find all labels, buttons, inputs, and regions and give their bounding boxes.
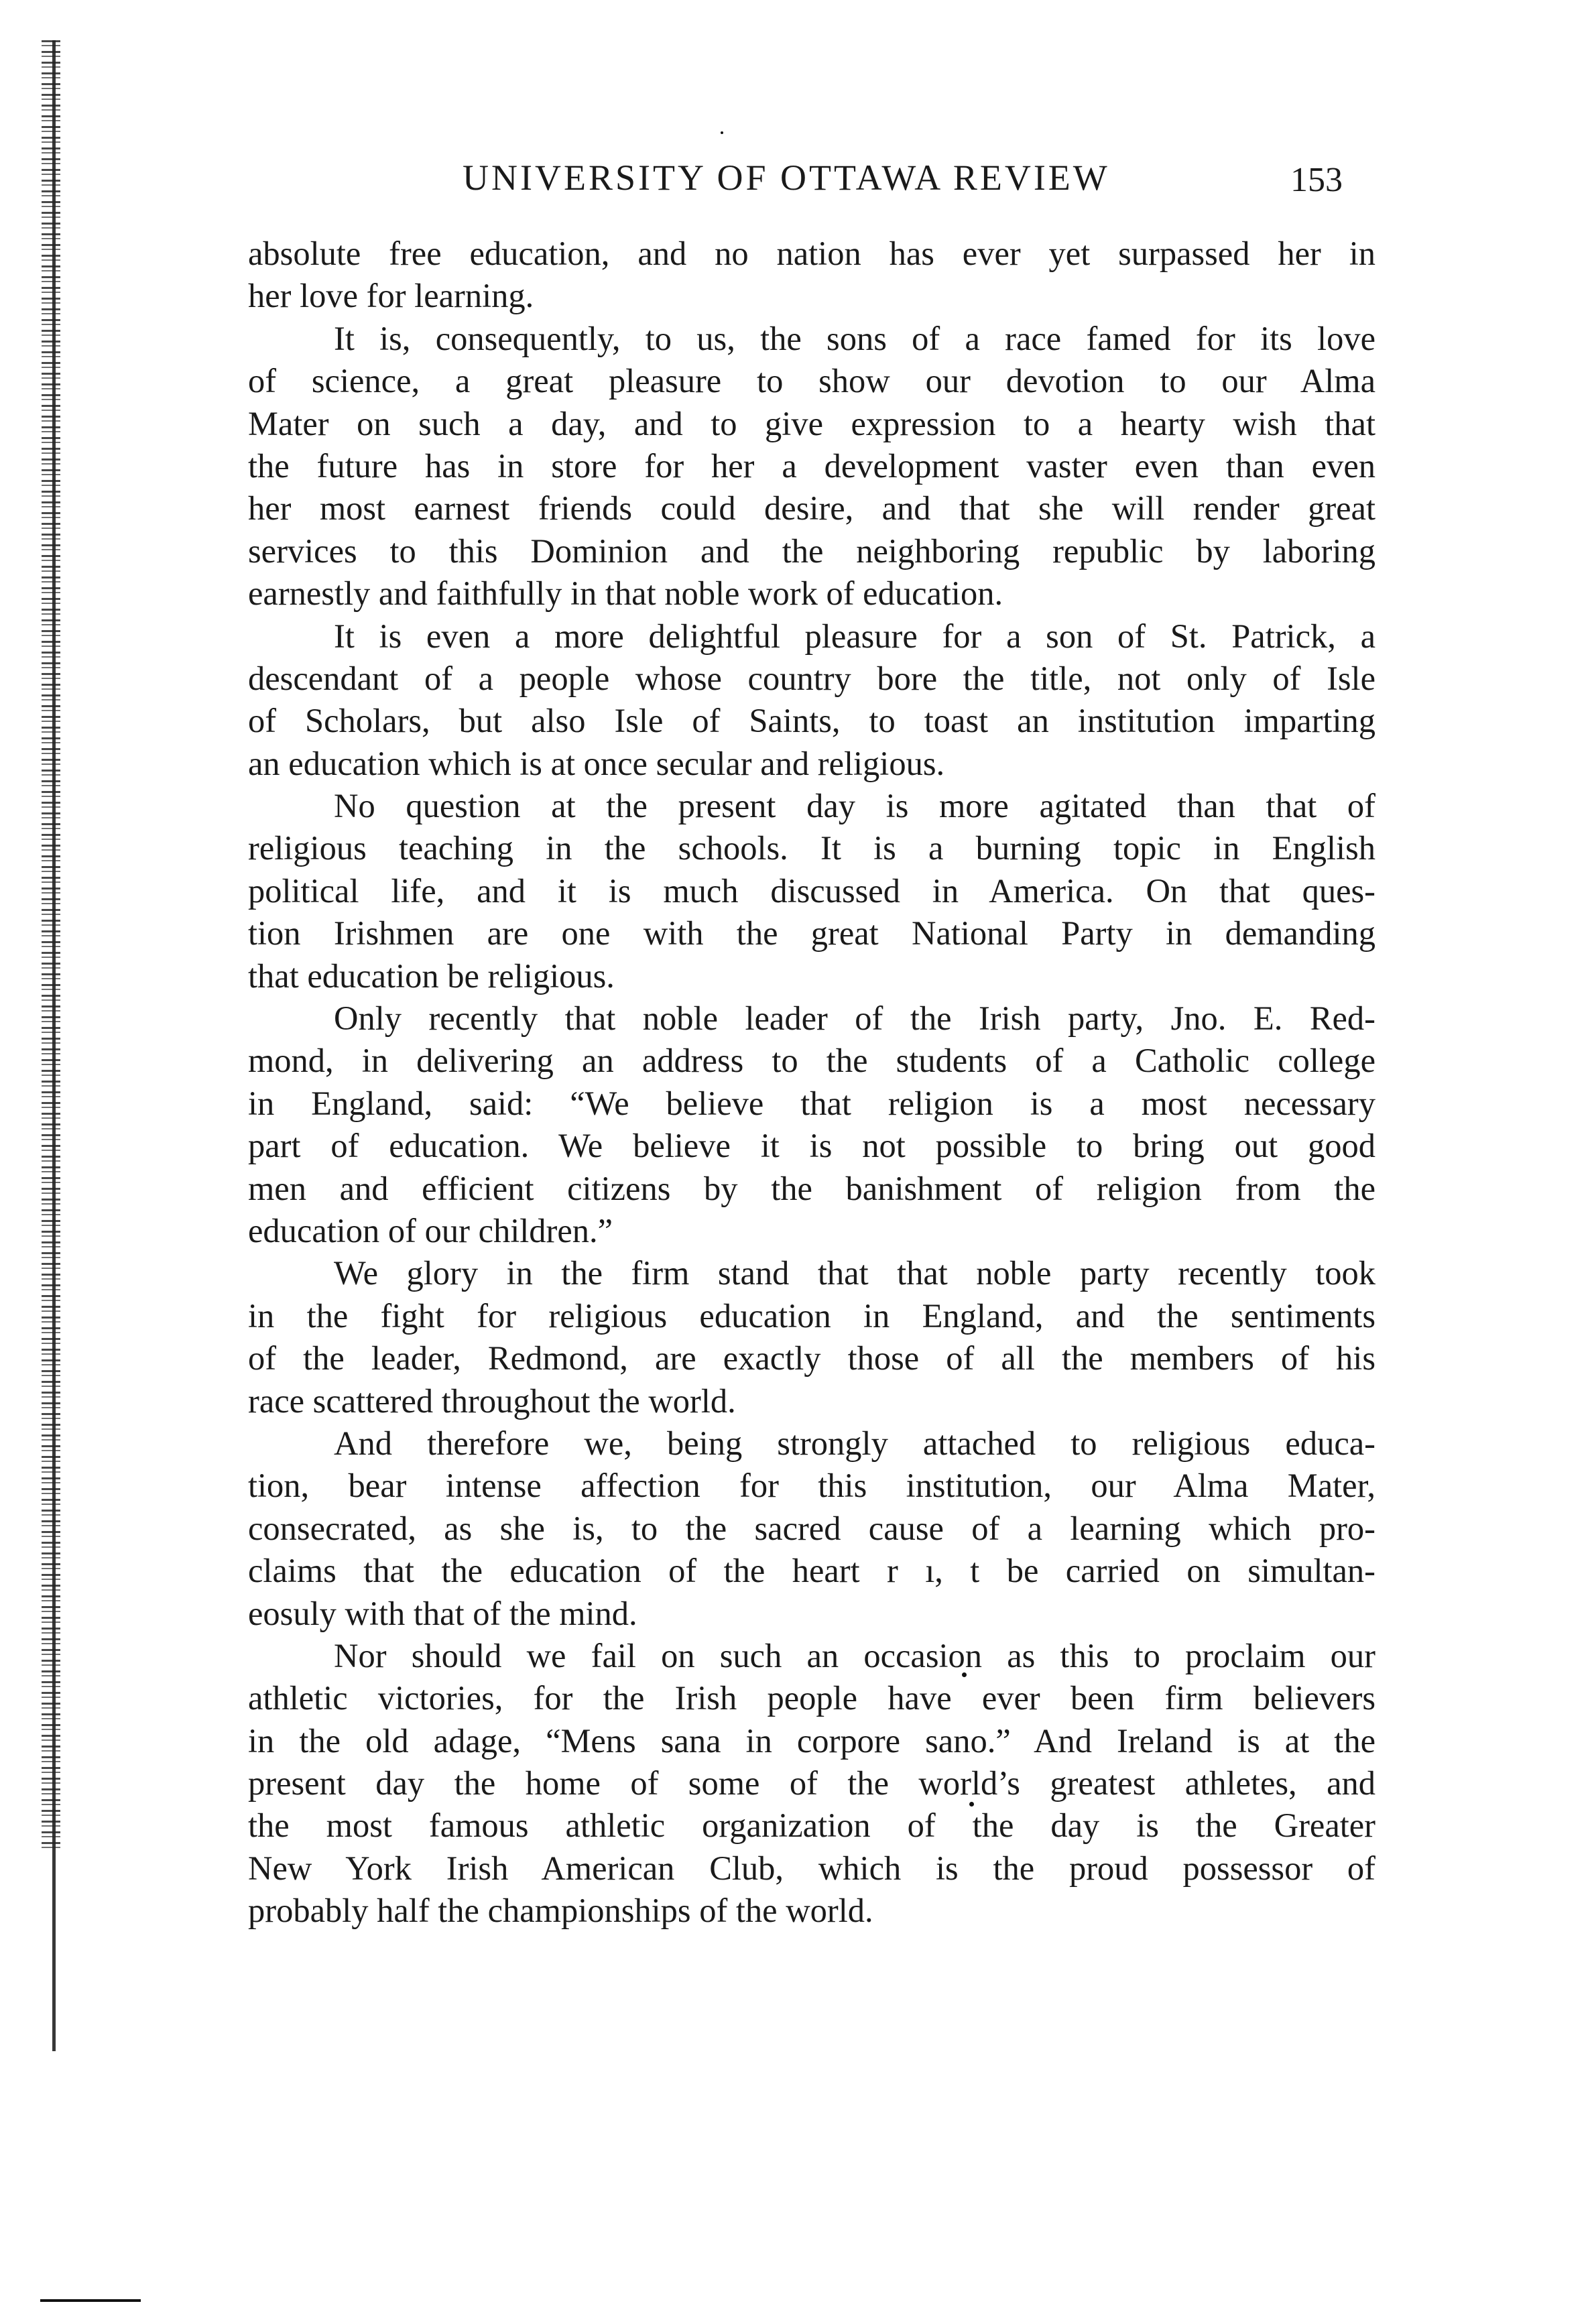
text-line: No question at the present day is more agitated than that of	[334, 787, 1375, 825]
text-line: New York Irish American Club, which is the proud possessor of	[248, 1849, 1375, 1887]
page-number: 153	[1290, 161, 1343, 199]
text-line: It is, consequently, to us, the sons of a race famed for its love	[334, 319, 1375, 357]
text-line: claims that the education of the heart r ı, t be carried on simultan-	[248, 1552, 1375, 1590]
text-line: And therefore we, being strongly attached to religious educa-	[334, 1424, 1375, 1462]
text-line: of science, a great pleasure to show our devotion to our Alma	[248, 362, 1375, 400]
text-line: athletic victories, for the Irish people have ever been firm believers	[248, 1679, 1375, 1717]
text-line: present day the home of some of the world’s greatest athletes, and	[248, 1764, 1375, 1802]
text-line: Nor should we fail on such an occasion as this to proclaim our	[334, 1636, 1375, 1674]
text-line: It is even a more delightful pleasure for a son of St. Patrick, a	[334, 617, 1375, 655]
text-line: eosuly with that of the mind.	[248, 1594, 637, 1632]
text-line: descendant of a people whose country bore the title, not only of Isle	[248, 659, 1375, 697]
text-line: her love for learning.	[248, 277, 534, 315]
text-line: religious teaching in the schools. It is a burning topic in English	[248, 829, 1375, 867]
text-line: that education be religious.	[248, 957, 615, 995]
text-line: absolute free education, and no nation has ever yet surpassed her in	[248, 235, 1375, 272]
text-line: men and efficient citizens by the banishment of religion from the	[248, 1169, 1375, 1207]
paragraph	[248, 1422, 1375, 1635]
text-line: of Scholars, but also Isle of Saints, to toast an institution imparting	[248, 702, 1375, 740]
text-line: tion, bear intense affection for this institution, our Alma Mater,	[248, 1467, 1375, 1505]
text-line: in England, said: “We believe that religion is a most necessary	[248, 1084, 1375, 1122]
text-line: consecrated, as she is, to the sacred cause of a learning which pro-	[248, 1509, 1375, 1547]
text-line: Only recently that noble leader of the Irish party, Jno. E. Red-	[334, 999, 1375, 1038]
paragraph	[248, 997, 1375, 1252]
running-title: UNIVERSITY OF OTTAWA REVIEW	[463, 158, 1110, 198]
article-body	[248, 233, 1375, 1933]
text-line: We glory in the firm stand that that noble party recently took	[334, 1254, 1375, 1292]
text-line: probably half the championships of the world.	[248, 1892, 873, 1930]
text-line: education of our children.”	[248, 1211, 613, 1249]
paragraph	[248, 1635, 1375, 1933]
paragraph	[248, 1252, 1375, 1422]
paragraph	[248, 785, 1375, 997]
text-line: Mater on such a day, and to give expression to a hearty wish that	[248, 404, 1375, 442]
paragraph	[248, 318, 1375, 615]
ink-speck	[721, 131, 723, 134]
text-line: the most famous athletic organization of the day is the Greater	[248, 1807, 1375, 1845]
text-line: political life, and it is much discussed in America. On that ques-	[248, 871, 1375, 910]
bottom-rule	[40, 2299, 141, 2302]
text-line: the future has in store for her a development vaster even than even	[248, 446, 1375, 485]
text-line: her most earnest friends could desire, and that she will render great	[248, 489, 1375, 528]
text-line: in the fight for religious education in England, and the sentiments	[248, 1296, 1375, 1335]
binding-edge	[42, 40, 60, 1850]
paragraph	[248, 233, 1375, 318]
paragraph	[248, 615, 1375, 786]
running-head	[0, 151, 1590, 204]
text-line: tion Irishmen are one with the great National Party in demanding	[248, 914, 1375, 953]
text-line: earnestly and faithfully in that noble work of education.	[248, 574, 1003, 613]
text-line: mond, in delivering an address to the students of a Catholic college	[248, 1042, 1375, 1080]
text-line: of the leader, Redmond, are exactly those of all the members of his	[248, 1339, 1375, 1378]
text-line: in the old adage, “Mens sana in corpore sano.” And Ireland is at the	[248, 1721, 1375, 1760]
text-line: services to this Dominion and the neighboring republic by laboring	[248, 532, 1375, 570]
text-line: an education which is at once secular and religious.	[248, 744, 945, 782]
text-line: race scattered throughout the world.	[248, 1382, 736, 1420]
binding-line	[52, 40, 56, 2051]
text-line: part of education. We believe it is not possible to bring out good	[248, 1127, 1375, 1165]
